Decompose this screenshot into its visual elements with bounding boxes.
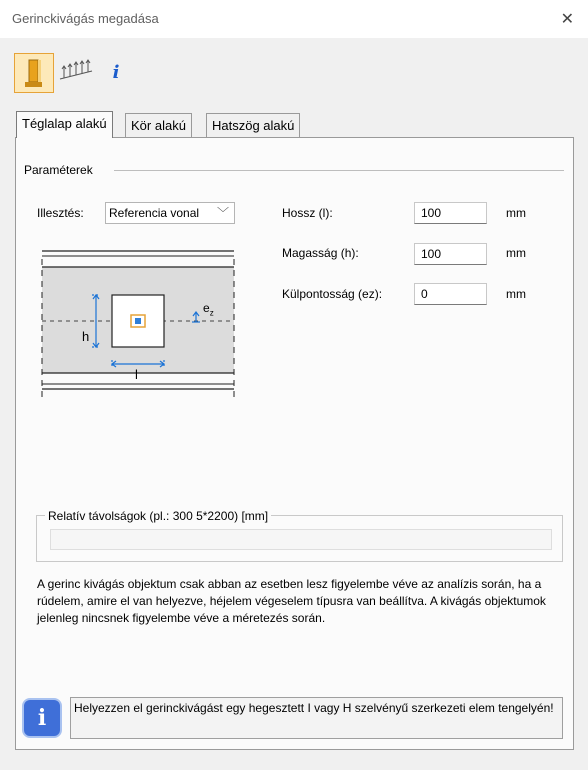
align-select[interactable] <box>105 202 235 224</box>
relative-distances-label: Relatív távolságok (pl.: 300 5*2200) [mm] <box>45 509 271 523</box>
length-dimension-label: l <box>135 367 138 382</box>
analysis-note: A gerinc kivágás objektum csak abban az esetben lesz figyelembe véve az analízis során, ha a rúdelem, amire el van helyezve, héjelem végeselem típusra van beállítva. A kivágás objektumok jelenleg nincsnek figyelembe véve a méretezés során. <box>37 577 546 625</box>
title-bar <box>0 0 588 38</box>
height-input[interactable]: 100 <box>414 243 487 265</box>
length-input[interactable]: 100 <box>414 202 487 224</box>
eccentricity-sub: z <box>209 308 214 318</box>
tab-rectangular[interactable]: Téglalap alakú <box>16 111 113 138</box>
eccentricity-label: Külpontosság (ez): <box>282 287 383 301</box>
eccentricity-unit: mm <box>506 287 526 301</box>
web-hole-icon[interactable] <box>14 53 54 93</box>
length-unit: mm <box>506 206 526 220</box>
eccentricity-input[interactable]: 0 <box>414 283 487 305</box>
height-dimension-label: h <box>82 329 90 344</box>
info-icon: i <box>22 698 62 738</box>
eccentricity-e: e <box>203 301 210 315</box>
window-title: Gerinckivágás megadása <box>12 11 159 26</box>
parameters-group-label: Paraméterek <box>24 163 99 177</box>
group-divider <box>114 170 564 171</box>
stiffener-row-icon[interactable] <box>56 53 96 93</box>
hint-message: Helyezzen el gerinckivágást egy hegesztett I vagy H szelvényű szerkezeti elem tengelyén! <box>70 697 563 739</box>
tab-circular[interactable]: Kör alakú <box>125 113 192 137</box>
close-icon[interactable]: ✕ <box>560 11 574 28</box>
opening-diagram <box>40 245 236 405</box>
eccentricity-dimension-label <box>203 301 214 317</box>
toolbar <box>14 53 214 93</box>
length-label: Hossz (l): <box>282 206 333 220</box>
info-icon[interactable]: i <box>112 62 120 83</box>
tab-panel <box>15 137 574 750</box>
chevron-down-icon: ﹀ <box>216 206 229 220</box>
align-select-value: Referencia vonal <box>109 206 200 220</box>
height-label: Magasság (h): <box>282 246 359 260</box>
height-unit: mm <box>506 246 526 260</box>
relative-distances-input[interactable] <box>50 529 552 550</box>
relative-distances-group <box>36 509 563 562</box>
tab-hexagonal[interactable]: Hatszög alakú <box>206 113 300 137</box>
align-label: Illesztés: <box>37 206 84 220</box>
